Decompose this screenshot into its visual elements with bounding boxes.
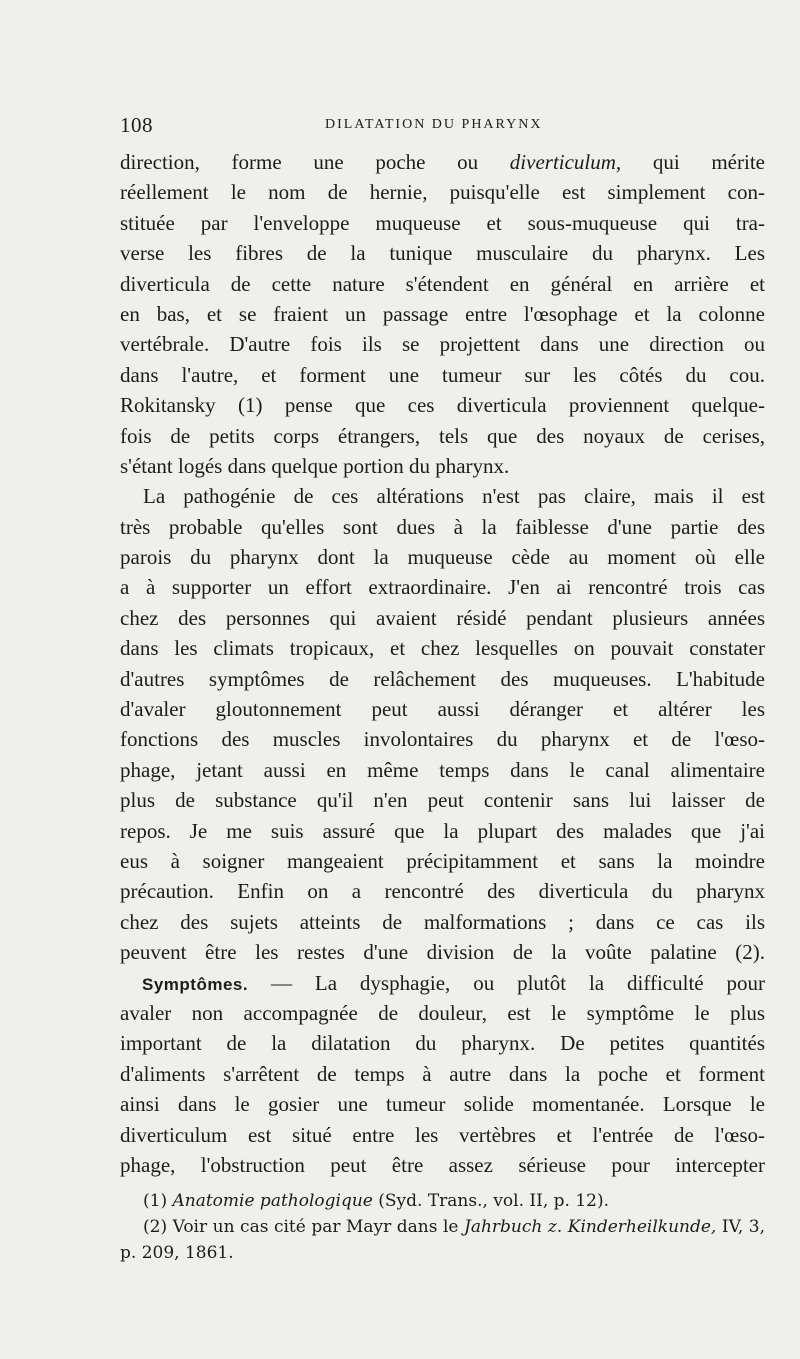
text-line: très probable qu'elles sont dues à la faiblesse d'une partie des bbox=[120, 514, 765, 539]
text-line: vertébrale. D'autre fois ils se projettent dans une direction ou bbox=[120, 332, 765, 357]
text-line: Rokitansky (1) pense que ces diverticula proviennent quelque- bbox=[120, 393, 765, 418]
text-line: a à supporter un effort extraordinaire. J'en ai rencontré trois cas bbox=[120, 575, 765, 600]
text-line: diverticula de cette nature s'étendent en général en arrière et bbox=[120, 271, 765, 296]
text-line: d'aliments s'arrêtent de temps à autre dans la poche et forment bbox=[120, 1061, 765, 1086]
text-line: diverticulum est situé entre les vertèbres et l'entrée de l'œso- bbox=[120, 1122, 765, 1147]
text-line: en bas, et se fraient un passage entre l'œsophage et la colonne bbox=[120, 301, 765, 326]
text-line: dans les climats tropicaux, et chez lesquelles on pouvait constater bbox=[120, 636, 765, 661]
page-number: 108 bbox=[120, 113, 153, 137]
text-line: direction, forme une poche ou diverticulum, qui mérite bbox=[120, 150, 765, 174]
footnote-1: (1) Anatomie pathologique (Syd. Trans., vol. II, p. 12). bbox=[143, 1191, 609, 1211]
text-line: précaution. Enfin on a rencontré des diverticula du pharynx bbox=[120, 879, 765, 904]
section-heading: Symptômes. bbox=[142, 974, 249, 994]
text-line: d'avaler gloutonnement peut aussi déranger et altérer les bbox=[120, 697, 765, 722]
text-line: eus à soigner mangeaient précipitamment et sans la moindre bbox=[120, 848, 765, 873]
text-line: réellement le nom de hernie, puisqu'elle est simplement con- bbox=[120, 180, 765, 205]
section-heading-line: Symptômes. — La dysphagie, ou plutôt la difficulté pour bbox=[142, 970, 765, 995]
text-line: verse les fibres de la tunique musculaire du pharynx. Les bbox=[120, 241, 765, 266]
text-line: chez des sujets atteints de malformations ; dans ce cas ils bbox=[120, 909, 765, 934]
text-line: plus de substance qu'il n'en peut contenir sans lui laisser de bbox=[120, 788, 765, 813]
footnote-2-continued: p. 209, 1861. bbox=[120, 1243, 234, 1263]
text-line: avaler non accompagnée de douleur, est le symptôme le plus bbox=[120, 1000, 765, 1025]
text-line: s'étant logés dans quelque portion du pharynx. bbox=[120, 453, 510, 478]
page-header bbox=[120, 113, 765, 137]
footnotes bbox=[120, 1188, 765, 1266]
running-title: DILATATION DU PHARYNX bbox=[325, 117, 543, 132]
text-line: parois du pharynx dont la muqueuse cède au moment où elle bbox=[120, 545, 765, 570]
text-line: fonctions des muscles involontaires du pharynx et de l'œso- bbox=[120, 727, 765, 752]
text-line: chez des personnes qui avaient résidé pendant plusieurs années bbox=[120, 605, 765, 630]
text-line: phage, l'obstruction peut être assez sérieuse pour intercepter bbox=[120, 1152, 765, 1177]
text-line: d'autres symptômes de relâchement des muqueuses. L'habitude bbox=[120, 666, 765, 691]
text-line: fois de petits corps étrangers, tels que des noyaux de cerises, bbox=[120, 423, 765, 448]
text-line: stituée par l'enveloppe muqueuse et sous-muqueuse qui tra- bbox=[120, 210, 765, 235]
footnote-2: (2) Voir un cas cité par Mayr dans le Jahrbuch z. Kinderheilkunde, IV, 3, bbox=[143, 1217, 766, 1237]
text-line: peuvent être les restes d'une division de la voûte palatine (2). bbox=[120, 940, 765, 965]
text-line: repos. Je me suis assuré que la plupart des malades que j'ai bbox=[120, 818, 765, 843]
text-line: dans l'autre, et forment une tumeur sur les côtés du cou. bbox=[120, 362, 765, 387]
body-text bbox=[120, 147, 765, 1180]
text-line: ainsi dans le gosier une tumeur solide momentanée. Lorsque le bbox=[120, 1092, 765, 1117]
paragraph-start: La pathogénie de ces altérations n'est pas claire, mais il est bbox=[143, 484, 765, 509]
text-line: important de la dilatation du pharynx. De petites quantités bbox=[120, 1031, 765, 1056]
text-line: phage, jetant aussi en même temps dans le canal alimentaire bbox=[120, 757, 765, 782]
